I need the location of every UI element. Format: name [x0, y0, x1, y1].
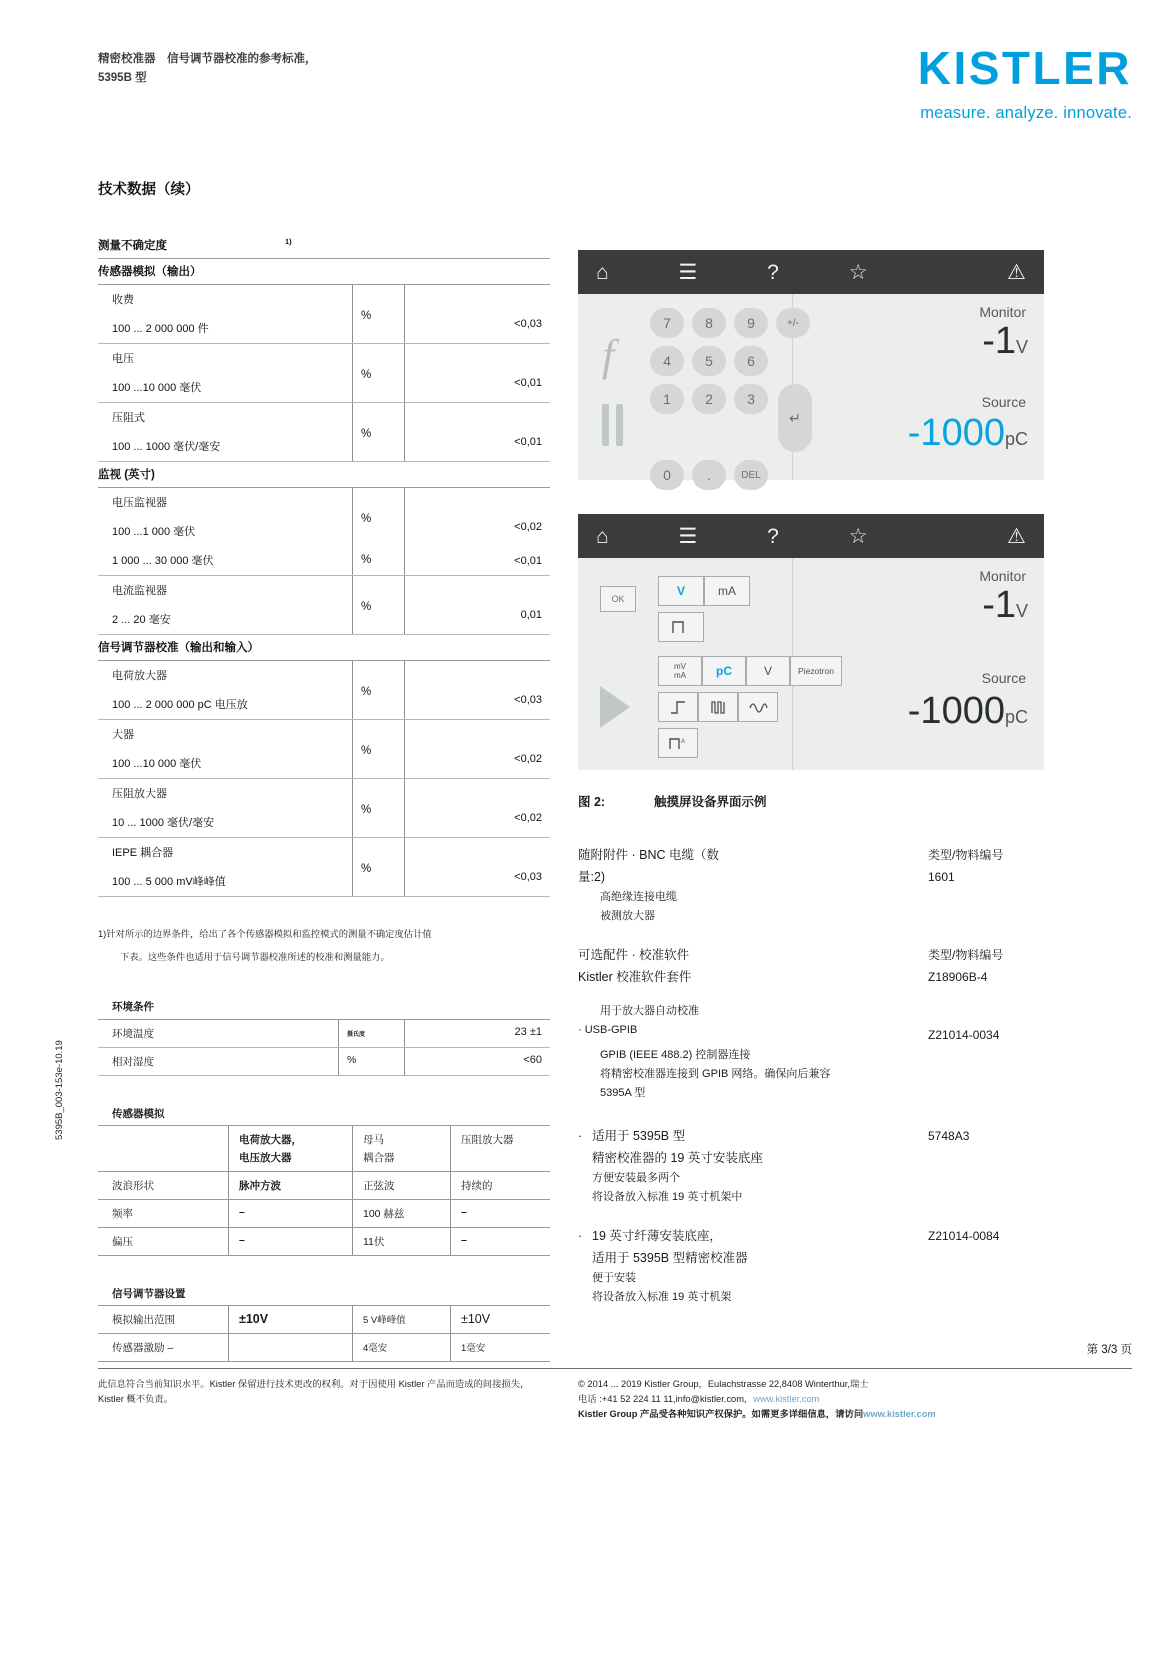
- row-label: 电压: [112, 353, 134, 365]
- button-milliamp[interactable]: mA: [704, 576, 750, 606]
- row-range: 10 ... 1000 毫伏/毫安: [112, 817, 215, 829]
- row-unit: %: [361, 554, 372, 566]
- table-row: [98, 403, 550, 462]
- row-label: 大器: [112, 729, 134, 741]
- monitor-value: [982, 320, 1028, 363]
- sensor-simulation-table: [98, 1106, 550, 1256]
- touchscreen-example-2: [578, 514, 1044, 770]
- cell-c2: 11伏: [352, 1228, 450, 1255]
- accessory-line: 被测放大器: [600, 910, 655, 922]
- col-header-0: [98, 1126, 228, 1171]
- brand-tagline: measure. analyze. innovate.: [920, 104, 1132, 122]
- cell-c2: 4毫安: [352, 1334, 450, 1361]
- page-number: 第 3/3 页: [1086, 1344, 1132, 1356]
- footer-copyright: © 2014 ... 2019 Kistler Group，Eulachstrasse 22,8408 Winterthur,瑞士: [578, 1379, 869, 1389]
- accessory-title-2: 适用于 5395B 型精密校准器: [592, 1251, 748, 1265]
- home-icon[interactable]: ⌂: [596, 524, 609, 548]
- accessory-title: 随附附件 · BNC 电缆（数: [578, 848, 719, 862]
- accessory-line: 用于放大器自动校准: [600, 1005, 699, 1017]
- step-a-glyph: [668, 735, 688, 751]
- row-value: <60: [404, 1048, 550, 1075]
- sensor-type-group: [658, 656, 842, 686]
- figure-number: 图 2:: [578, 795, 606, 809]
- group-heading-sensor-sim: 传感器模拟（输出）: [98, 259, 550, 285]
- table-header-row: [98, 1125, 550, 1171]
- row-label: IEPE 耦合器: [112, 847, 174, 859]
- monitor-unit: V: [1015, 337, 1028, 357]
- cell-c3: 持续的: [450, 1172, 550, 1199]
- document-header-title: [98, 50, 518, 88]
- step-waveform-glyph: [671, 619, 691, 635]
- star-icon[interactable]: ☆: [848, 524, 868, 548]
- row-unit: %: [361, 369, 372, 381]
- row-label: 电荷放大器: [112, 670, 167, 682]
- row-label: 偏压: [112, 1236, 133, 1248]
- accessory-title-2: Kistler 校准软件套件: [578, 970, 692, 984]
- waveform-group-3: [658, 728, 698, 758]
- accessory-part-number: Z18906B-4: [928, 970, 988, 984]
- row-label: 相对湿度: [112, 1056, 154, 1068]
- table-row: [98, 1171, 550, 1199]
- accessory-sub-line: 将设备放入标准 19 英寸机架中: [592, 1191, 743, 1203]
- row-value: <0,01: [514, 377, 542, 389]
- row-range: 100 ...10 000 毫伏: [112, 382, 202, 394]
- accessories-list: [578, 844, 1078, 1307]
- source-label: Source: [981, 394, 1026, 410]
- row-label: 模拟输出范围: [112, 1314, 175, 1326]
- accessory-sub-line: 将设备放入标准 19 英寸机架: [592, 1291, 732, 1303]
- row-value: <0,02: [514, 753, 542, 765]
- monitor-label: Monitor: [979, 568, 1026, 584]
- touchscreen-example-1: [578, 250, 1044, 483]
- row-unit: %: [361, 310, 372, 322]
- table-row: [98, 838, 550, 897]
- accessory-sub-line: 将精密校准器连接到 GPIB 网络。确保向后兼容: [600, 1068, 831, 1080]
- row-range: 1 000 ... 30 000 毫伏: [112, 555, 214, 567]
- accessory-sub-line: 5395A 型: [600, 1087, 646, 1099]
- table-row: [98, 1048, 550, 1076]
- row-unit: %: [361, 428, 372, 440]
- table-row: [98, 661, 550, 720]
- pause-icon[interactable]: [602, 404, 623, 446]
- monitor-unit: V: [1015, 601, 1028, 621]
- row-value: <0,01: [514, 555, 542, 567]
- cell-c2: 5 V峰峰值: [352, 1306, 450, 1333]
- accessory-part-number: Z21014-0034: [928, 1028, 1000, 1042]
- row-range: 100 ... 1000 毫伏/毫安: [112, 441, 221, 453]
- cell-c2: 正弦波: [352, 1172, 450, 1199]
- row-label: 频率: [112, 1208, 133, 1220]
- cell-c3: –: [450, 1228, 550, 1255]
- document-footer: [98, 1368, 1132, 1422]
- footer-website-link[interactable]: www.kistler.com: [753, 1394, 820, 1404]
- source-number: -1000: [907, 412, 1005, 454]
- table-caption: 环境条件: [98, 999, 550, 1020]
- table-caption: 信号调节器设置: [112, 1288, 186, 1300]
- accessory-item: [578, 1225, 1078, 1307]
- key-0[interactable]: 0: [650, 460, 684, 490]
- footnote: [98, 923, 550, 969]
- row-value: <0,02: [514, 812, 542, 824]
- key-del[interactable]: DEL: [734, 460, 768, 490]
- table-row: [98, 285, 550, 344]
- monitor-label: Monitor: [979, 304, 1026, 320]
- row-unit: %: [361, 686, 372, 698]
- cell-c3: –: [450, 1200, 550, 1227]
- conditioner-settings-table: [98, 1286, 550, 1362]
- footer-left-line1: 此信息符合当前知识水平。Kistler 保留进行技术更改的权利。对于因使用 Kistler 产品而造成的间接损失，: [98, 1379, 530, 1389]
- page-title: 技术数据（续）: [98, 182, 200, 198]
- numeric-keypad: [650, 308, 812, 498]
- row-label: 传感器激励 –: [112, 1342, 174, 1354]
- table-row: [98, 576, 550, 635]
- figure-caption: [578, 792, 1078, 810]
- col-header-1a: 电荷放大器，: [239, 1134, 302, 1146]
- accessory-part-number: Z21014-0084: [928, 1229, 1000, 1243]
- uncertainty-heading: [98, 233, 550, 259]
- rising-step-glyph: [669, 699, 687, 715]
- table-row: [98, 488, 550, 546]
- cell-c1: ±10V: [228, 1306, 352, 1333]
- col-header-3: 压阻放大器: [450, 1126, 550, 1171]
- table-row: [98, 1305, 550, 1333]
- col-header-2b: 耦合器: [363, 1152, 395, 1164]
- button-pc[interactable]: pC: [702, 656, 746, 686]
- menu-icon[interactable]: ☰: [678, 260, 698, 284]
- header-title-line1: 精密校准器 信号调节器校准的参考标准，: [98, 53, 317, 65]
- cell-c3: ±10V: [450, 1306, 550, 1333]
- table-caption: 传感器模拟: [112, 1108, 165, 1120]
- monitor-number: -1: [982, 584, 1016, 626]
- key-3[interactable]: 3: [734, 384, 768, 414]
- row-label: 压阻式: [112, 412, 145, 424]
- source-number: -1000: [907, 690, 1005, 732]
- waveform-group-1: [658, 612, 704, 642]
- accessory-sub-line: GPIB (IEEE 488.2) 控制器连接: [600, 1049, 751, 1061]
- button-mv-ma[interactable]: mV mA: [658, 656, 702, 686]
- row-value: 23 ±1: [404, 1020, 550, 1047]
- source-label: Source: [981, 670, 1026, 686]
- key-decimal[interactable]: .: [692, 460, 726, 490]
- left-column: [98, 178, 550, 1362]
- kistler-logo: KISTLER: [917, 42, 1132, 94]
- sine-wave-glyph: [748, 699, 768, 715]
- monitor-value: [982, 584, 1028, 627]
- cell-c1: –: [228, 1228, 352, 1255]
- row-unit: %: [361, 863, 372, 875]
- accessory-item: [578, 1125, 1078, 1207]
- row-label: 电压监视器: [112, 497, 167, 509]
- key-7[interactable]: 7: [650, 308, 684, 338]
- accessory-type-label: 类型/物料编号: [928, 848, 1004, 862]
- table-row: [98, 344, 550, 403]
- row-label: 收费: [112, 294, 134, 306]
- accessory-type-label: 类型/物料编号: [928, 948, 1004, 962]
- footer-left-line2: Kistler 概不负责。: [98, 1394, 173, 1404]
- step-waveform-icon[interactable]: [658, 612, 704, 642]
- uncertainty-footnote-marker: 1): [285, 237, 292, 247]
- cell-c1: –: [228, 1200, 352, 1227]
- row-unit: 摄氏度: [338, 1020, 404, 1047]
- table-row: [98, 546, 550, 576]
- row-value: <0,03: [514, 318, 542, 330]
- accessory-sub-line: 方便安装最多两个: [592, 1172, 680, 1184]
- source-value: [908, 690, 1028, 733]
- accessory-sub-line: 便于安装: [592, 1272, 636, 1284]
- source-unit: pC: [1004, 707, 1028, 727]
- cell-c1: [228, 1334, 352, 1361]
- star-icon[interactable]: ☆: [848, 260, 868, 284]
- right-column: [578, 250, 1078, 1311]
- row-unit: %: [361, 804, 372, 816]
- screen-toolbar: [578, 250, 1044, 294]
- col-header-2a: 母马: [363, 1134, 384, 1146]
- sine-wave-icon[interactable]: [738, 692, 778, 722]
- key-6[interactable]: 6: [734, 346, 768, 376]
- accessory-title: 19 英寸纤薄安装底座，: [592, 1229, 722, 1243]
- button-v[interactable]: V: [746, 656, 790, 686]
- row-value: <0,02: [514, 521, 542, 533]
- figure-caption-text: 触摸屏设备界面示例: [654, 795, 767, 809]
- screen-body: [578, 558, 1044, 770]
- accessory-title: 可选配件 · 校准软件: [578, 948, 690, 962]
- row-range: 100 ...10 000 毫伏: [112, 758, 202, 770]
- row-label: 波浪形状: [112, 1180, 154, 1192]
- row-label: 电流监视器: [112, 585, 167, 597]
- function-icon[interactable]: f: [602, 331, 615, 380]
- svg-text:A: A: [681, 739, 686, 745]
- row-unit: %: [361, 601, 372, 613]
- environment-conditions-table: [98, 999, 550, 1076]
- button-piezotron[interactable]: Piezotron: [790, 656, 842, 686]
- button-volt[interactable]: V: [658, 576, 704, 606]
- key-enter[interactable]: ↵: [778, 384, 812, 452]
- table-row: [98, 1020, 550, 1048]
- accessory-part-number: 1601: [928, 870, 955, 884]
- source-unit: pC: [1004, 429, 1028, 449]
- table-row: [98, 720, 550, 779]
- table-row: [98, 1333, 550, 1362]
- key-5[interactable]: 5: [692, 346, 726, 376]
- waveform-group-2: [658, 692, 778, 722]
- accessory-item: [578, 1002, 1078, 1103]
- header-title-line2: 5395B 型: [98, 72, 147, 84]
- pulse-train-glyph: [709, 699, 727, 715]
- bullet-marker: ·: [578, 1229, 583, 1243]
- ok-button[interactable]: OK: [600, 586, 636, 612]
- brand-logo-block: [918, 42, 1132, 123]
- col-header-1b: 电压放大器: [239, 1152, 292, 1164]
- cell-c1: 脉冲方波: [228, 1172, 352, 1199]
- row-value: <0,03: [514, 694, 542, 706]
- accessory-title-2: 量:2): [578, 870, 606, 884]
- key-4[interactable]: 4: [650, 346, 684, 376]
- screen-body: [578, 294, 1044, 483]
- table-row: [98, 779, 550, 838]
- home-icon[interactable]: ⌂: [596, 260, 609, 284]
- accessory-title: 适用于 5395B 型: [592, 1129, 686, 1143]
- footer-website-link-2[interactable]: www.kistler.com: [863, 1409, 936, 1419]
- rising-step-icon[interactable]: [658, 692, 698, 722]
- help-icon[interactable]: ?: [767, 260, 779, 284]
- uncertainty-label: 测量不确定度: [98, 240, 167, 252]
- step-a-icon[interactable]: [658, 728, 698, 758]
- footer-contact: 电话 :+41 52 224 11 11,info@kistler.com，: [578, 1394, 754, 1404]
- help-icon[interactable]: ?: [767, 524, 779, 548]
- table-row: [98, 1227, 550, 1256]
- footnote-line-1: 1)针对所示的边界条件，给出了各个传感器模拟和监控模式的测量不确定度估计值: [98, 929, 432, 939]
- key-1[interactable]: 1: [650, 384, 684, 414]
- source-value: [908, 412, 1028, 455]
- row-range: 100 ...1 000 毫伏: [112, 526, 196, 538]
- warning-icon[interactable]: ⚠: [1007, 524, 1026, 548]
- key-8[interactable]: 8: [692, 308, 726, 338]
- monitor-number: -1: [982, 320, 1016, 362]
- accessory-bullet-line: · USB-GPIB: [578, 1024, 638, 1036]
- group-heading-conditioner: 信号调节器校准（输出和输入）: [98, 635, 550, 661]
- accessory-title-2: 精密校准器的 19 英寸安装底座: [592, 1151, 763, 1165]
- warning-icon[interactable]: ⚠: [1007, 260, 1026, 284]
- bullet-marker: ·: [578, 1129, 583, 1143]
- row-unit: %: [338, 1048, 404, 1075]
- row-unit: %: [361, 745, 372, 757]
- row-value: <0,01: [514, 436, 542, 448]
- footer-ip-notice: Kistler Group 产品受各种知识产权保护。如需更多详细信息，请访问: [578, 1409, 864, 1419]
- row-range: 100 ... 2 000 000 件: [112, 323, 209, 335]
- footnote-line-2: 下表。这些条件也适用于信号调节器校准所述的校准和测量能力。: [120, 952, 390, 962]
- key-2[interactable]: 2: [692, 384, 726, 414]
- row-label: 压阻放大器: [112, 788, 167, 800]
- play-icon[interactable]: [600, 686, 630, 728]
- cell-c2: 100 赫兹: [352, 1200, 450, 1227]
- row-label: 环境温度: [112, 1028, 154, 1040]
- menu-icon[interactable]: ☰: [678, 524, 698, 548]
- cell-c3: 1毫安: [450, 1334, 550, 1361]
- document-side-code: 5395B_003-153e-10.19: [54, 1040, 65, 1140]
- row-range: 2 ... 20 毫安: [112, 614, 171, 626]
- table-row: [98, 1199, 550, 1227]
- key-plusminus[interactable]: +/-: [776, 308, 810, 338]
- key-9[interactable]: 9: [734, 308, 768, 338]
- row-value: 0,01: [520, 609, 542, 621]
- accessory-item: [578, 844, 1078, 926]
- row-range: 100 ... 5 000 mV峰峰值: [112, 876, 226, 888]
- screen-toolbar: [578, 514, 1044, 558]
- accessory-item: [578, 944, 1078, 988]
- accessory-line: 高绝缘连接电缆: [600, 891, 677, 903]
- row-unit: %: [361, 513, 372, 525]
- accessory-part-number: 5748A3: [928, 1129, 970, 1143]
- row-range: 100 ... 2 000 000 pC 电压放: [112, 699, 248, 711]
- row-value: <0,03: [514, 871, 542, 883]
- pulse-train-icon[interactable]: [698, 692, 738, 722]
- group-heading-monitor: 监视 (英寸): [98, 462, 550, 488]
- unit-selector-group: [658, 576, 750, 606]
